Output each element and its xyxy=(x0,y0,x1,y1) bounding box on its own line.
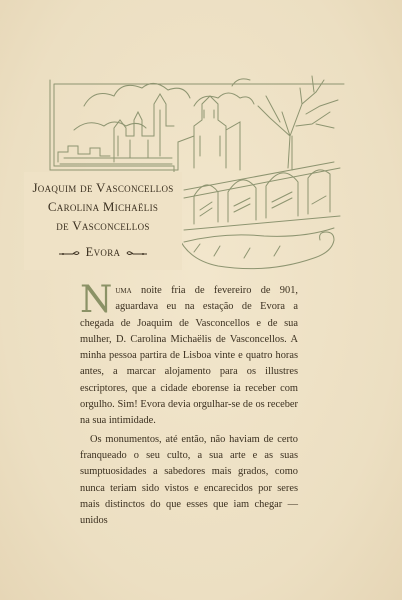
author-name-joaquim: Joaquim de Vasconcellos xyxy=(32,180,174,195)
opening-word: uma xyxy=(115,285,132,296)
author-name-carolina-surname: de Vasconcellos xyxy=(56,218,150,233)
paragraph-2: Os monumentos, até então, não haviam de certo franqueado o seu culto, a sua arte e as suas sumptuosidades a sabedores mais grados, como nunca teriam sido vistos e encarecidos por seres mais distinctos do que esses que iam chegar — unidos xyxy=(80,433,298,527)
place-name: Evora xyxy=(85,245,121,259)
title-block xyxy=(24,172,182,270)
body-text xyxy=(80,278,298,529)
paragraph-1 xyxy=(80,278,298,430)
left-ornament-icon xyxy=(58,249,80,257)
drop-cap: N xyxy=(80,278,113,321)
place-line xyxy=(28,243,178,262)
author-name-carolina: Carolina Michaëlis xyxy=(47,199,159,214)
paragraph-1-text: noite fria de fevereiro de 901, aguardava eu na estação de Evora a chegada de Joaquim de Vasconcellos e de sua mulher, D. Carolina Michaëlis de Vasconcellos. A minha pessoa partira de Lisboa vinte e quatro horas antes, a marcar alojamento para os illustres escriptores, que a cidade eborense ia receber com orgulho. Sim! Evora devia orgulhar-se de os receber na sua intimidade. xyxy=(80,285,298,427)
right-ornament-icon xyxy=(126,249,148,257)
